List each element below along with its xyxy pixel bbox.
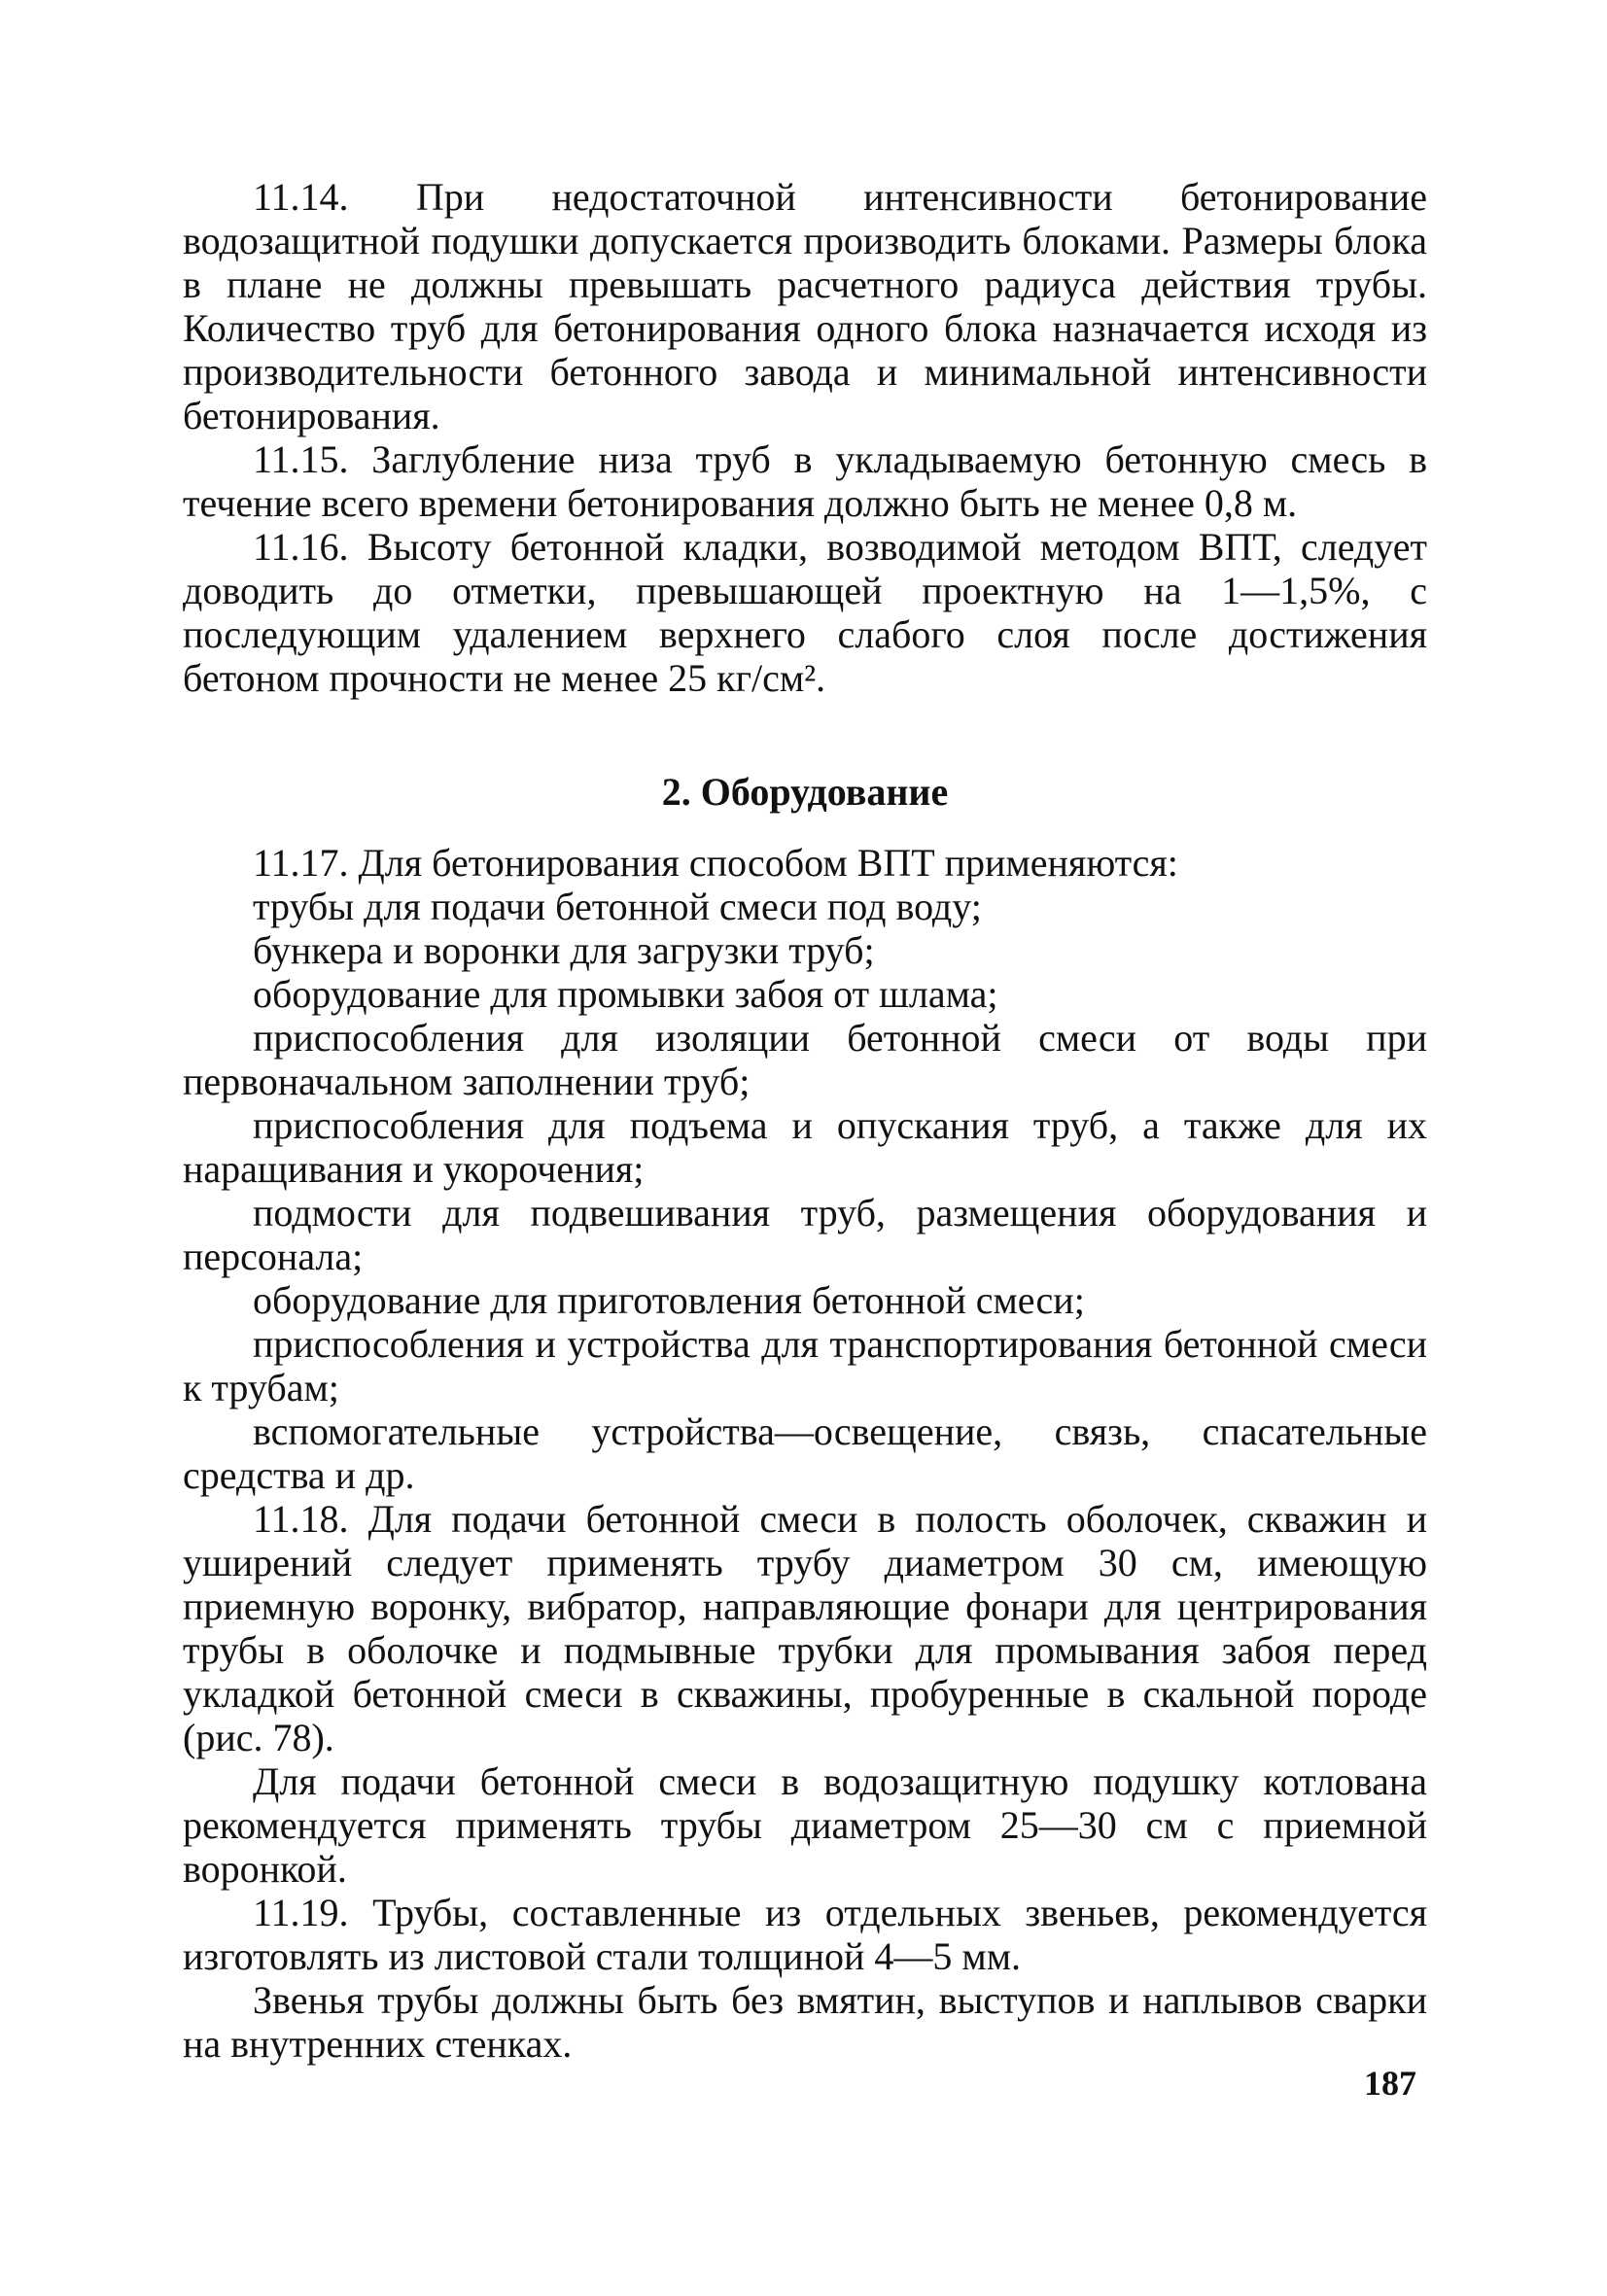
paragraph-11-19: 11.19. Трубы, составленные из отдельных звеньев, рекомендуется изготовлять из листовой стали толщиной 4—5 мм. [183,1891,1427,1978]
list-item: приспособления для изоляции бетонной смеси от воды при первоначальном заполнении труб; [183,1016,1427,1103]
list-item: приспособления и устройства для транспортирования бетонной смеси к трубам; [183,1322,1427,1409]
list-item: оборудование для приготовления бетонной смеси; [253,1278,1085,1322]
equipment-list [183,885,1427,1497]
paragraph-11-18-continued: Для подачи бетонной смеси в водозащитную подушку котлована рекомендуется применять трубы диаметром 25—30 см с приемной воронкой. [183,1759,1427,1891]
list-item: вспомогательные устройства—освещение, связь, спасательные средства и др. [183,1409,1427,1497]
paragraph-11-17: 11.17. Для бетонирования способом ВПТ применяются: [253,841,1178,885]
paragraph-11-14: 11.14. При недостаточной интенсивности бетонирование водозащитной подушки допускается производить блоками. Размеры блока в плане не должны превышать расчетного радиуса действия трубы. Количество труб для бетонирования одного блока назначается исходя из производительности бетонного завода и минимальной интенсивности бетонирования. [183,175,1427,437]
list-item: оборудование для промывки забоя от шлама; [253,972,998,1016]
paragraph-11-18: 11.18. Для подачи бетонной смеси в полость оболочек, скважин и уширений следует применять трубу диаметром 30 см, имеющую приемную воронку, вибратор, направляющие фонари для центрирования трубы в оболочке и подмывные трубки для промывания забоя перед укладкой бетонной смеси в скважины, пробуренные в скальной породе (рис. 78). [183,1497,1427,1759]
paragraph-11-15: 11.15. Заглубление низа труб в укладываемую бетонную смесь в течение всего времени бетонирования должно быть не менее 0,8 м. [183,437,1427,525]
paragraph-11-19-continued: Звенья трубы должны быть без вмятин, выступов и наплывов сварки на внутренних стенках. [183,1978,1427,2066]
list-item: бункера и воронки для загрузки труб; [253,928,875,972]
page-number: 187 [1364,2064,1416,2103]
list-item: трубы для подачи бетонной смеси под воду; [253,885,982,928]
section-heading: 2. Оборудование [661,770,949,814]
list-item: приспособления для подъема и опускания труб, а также для их наращивания и укорочения; [183,1103,1427,1191]
list-item: подмости для подвешивания труб, размещения оборудования и персонала; [183,1191,1427,1278]
paragraph-11-16: 11.16. Высоту бетонной кладки, возводимой методом ВПТ, следует доводить до отметки, превышающей проектную на 1—1,5%, с последующим удалением верхнего слабого слоя после достижения бетоном прочности не менее 25 кг/см². [183,525,1427,700]
page-body [183,175,1427,2066]
